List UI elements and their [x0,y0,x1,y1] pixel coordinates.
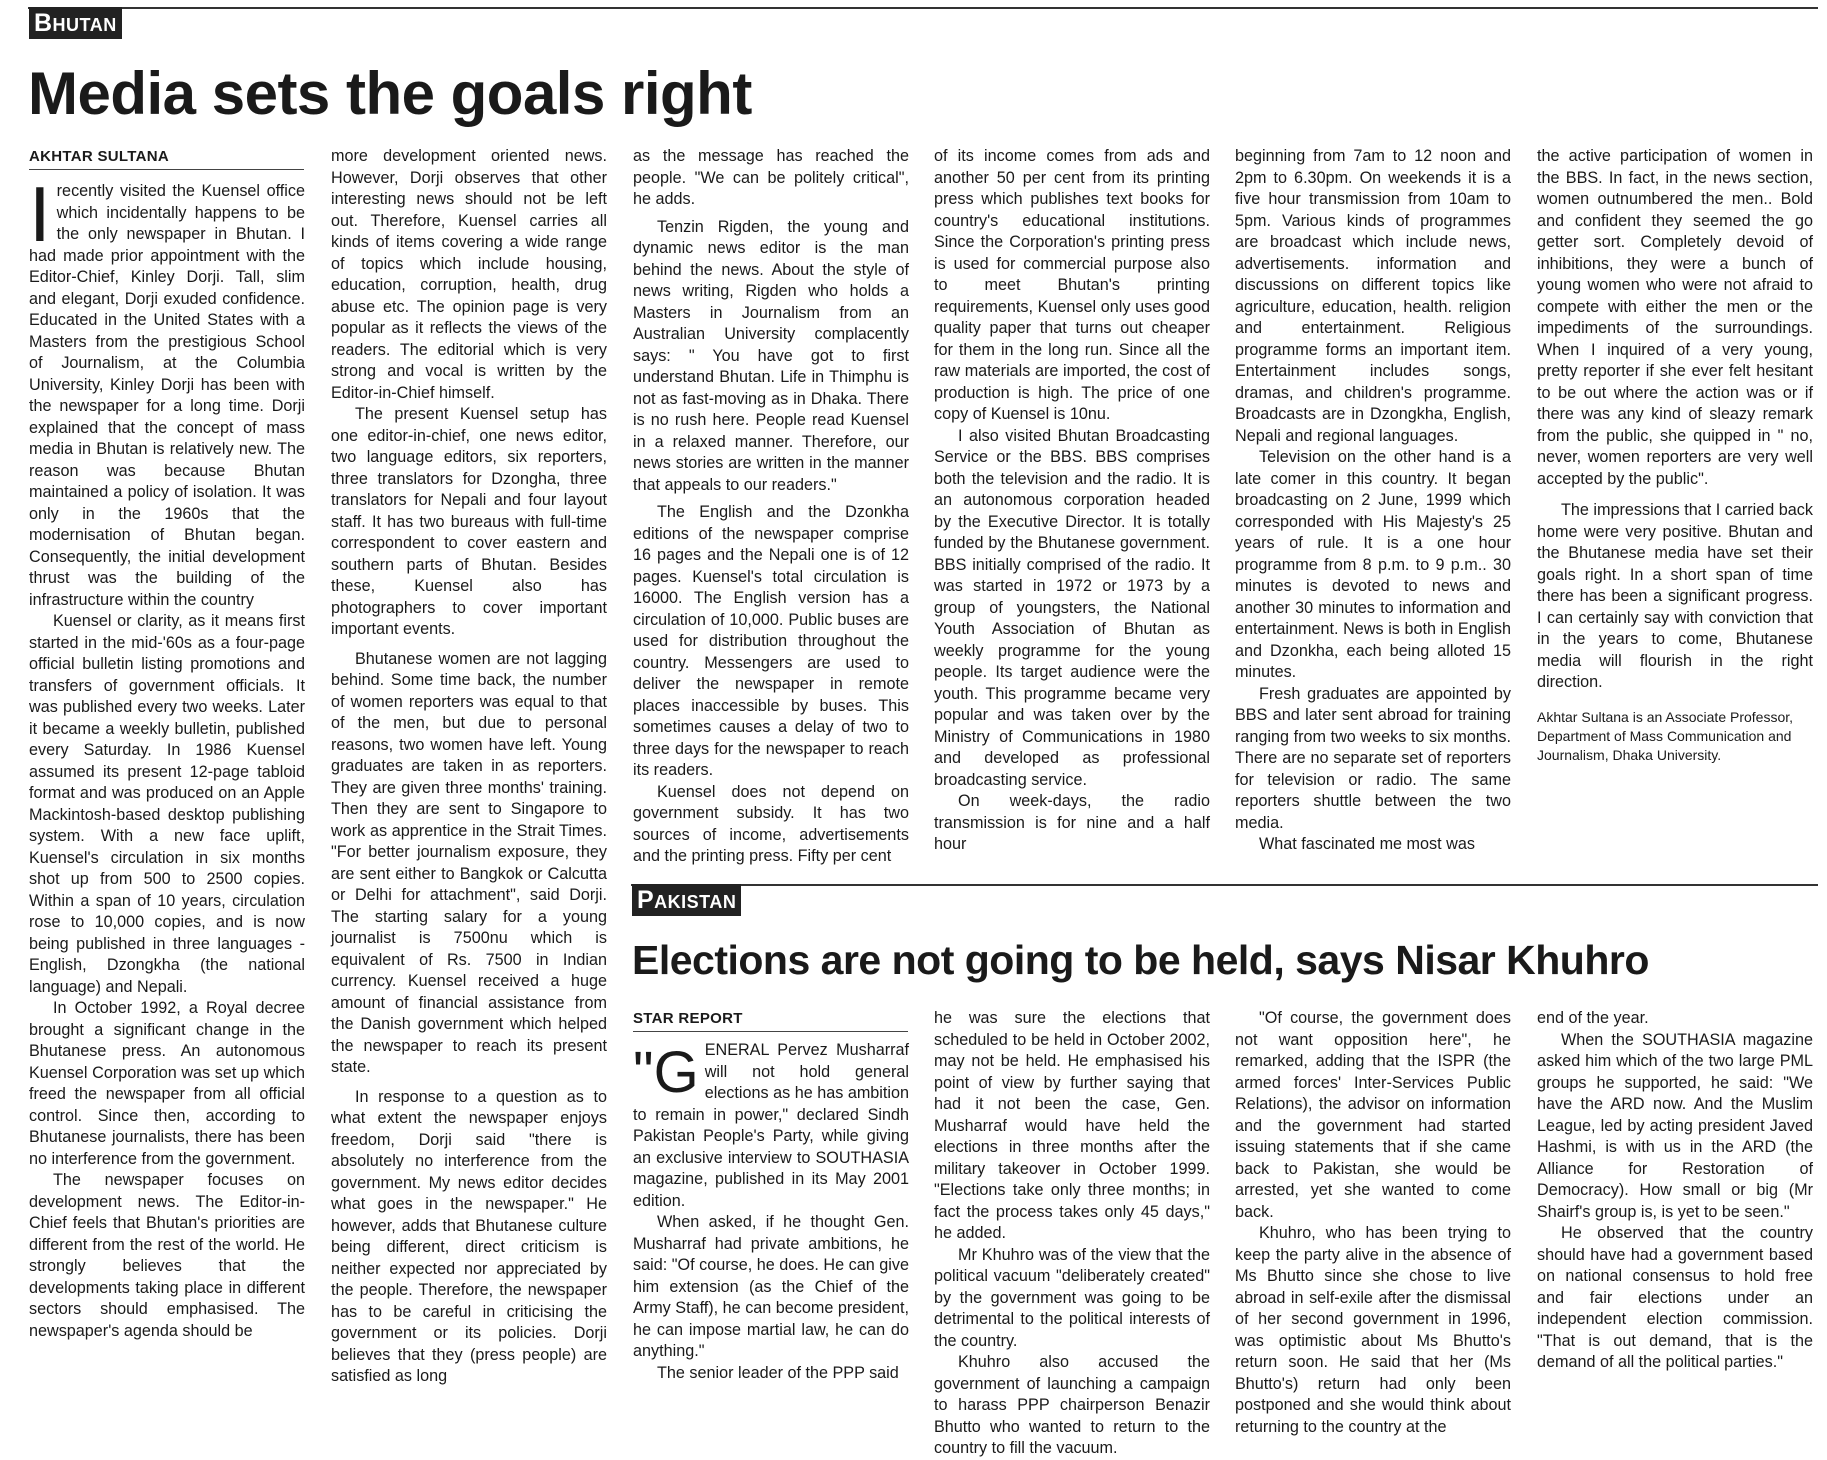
paragraph: Fresh graduates are appointed by BBS and later sent abroad for training ranging from two weeks to six months. There are no separate set of reporters for television or radio. The same reporters shuttle between the two media. [1235,684,1511,832]
article-bhutan-col-5 [1235,146,1511,870]
headline-pakistan: Elections are not going to be held, says Nisar Khuhro [632,937,1649,983]
article-bhutan-col-3 [633,146,909,870]
article-bhutan-col-6 [1537,146,1813,786]
article-bhutan-col-4 [934,146,1210,870]
paragraph: The senior leader of the PPP said [657,1363,899,1382]
paragraph: Mr Khuhro was of the view that the political vacuum "deliberately created" by the government was going to be detrimental to the political interests of the country. [934,1245,1210,1350]
top-rule [28,7,1818,9]
paragraph: Television on the other hand is a late comer in this country. It began broadcasting on 2 June, 1999 which corresponded with His Majesty's 25 years of rule. It is a one hour programme from 8 p.m. to 9 p.m.. 30 minutes is devoted to news and another 30 minutes to information and entertainment. News is both in English and Dzonkha, each being alloted 15 minutes. [1235,448,1511,681]
paragraph: Tenzin Rigden, the young and dynamic news editor is the man behind the news. About the style of news writing, Rigden who holds a Masters in Journalism from an Australian University complacently says: " You have got to first understand Bhutan. Life in Thimphu is not as fast-moving as in Dhaka. There is no rush here. People read Kuensel in a relaxed manner. Therefore, our news stories are written in the manner that appeals to our readers." [633,217,909,494]
paragraph: beginning from 7am to 12 noon and 2pm to 6.30pm. On weekends it is a five hour transmission from 10am to 5pm. Various kinds of programmes are broadcast which include news, advertisements. information and discussions on different topics like agriculture, education, health. religion and entertainment. Religious programme forms an important item. Entertainment includes songs, dramas, and children's programme. Broadcasts are in Dzongkha, English, Nepali and regional languages. [1235,147,1511,445]
paragraph: In October 1992, a Royal decree brought a significant change in the Bhutanese press. An autonomous Kuensel Corporation was set up which freed the newspaper from all official control. Since then, according to Bhutanese journalists, there has been no interference from the government. [29,999,305,1168]
paragraph: the active participation of women in the BBS. In fact, in the news section, women outnumbered the men.. Bold and confident they seemed the go getter sort. Completely devoid of inhibitions, they were a bunch of young women who were not afraid to compete with either the men or the impediments of the surroundings. When I inquired of a very young, pretty reporter if she ever felt hesitant to be out where the action was or if there was any kind of sleazy remark from the public, she quipped in " no, never, women reporters are very well accepted by the public". [1537,147,1813,488]
paragraph: In response to a question as to what extent the newspaper enjoys freedom, Dorji said "there is absolutely no interference from the government. My news editor decides what goes in the newspaper." He however, adds that Bhutanese culture being different, direct criticism is neither expected nor appreciated by the people. Therefore, the newspaper has to be careful in criticising the government or its policies. Dorji believes that they (press people) are satisfied as long [331,1087,607,1385]
paragraph: Kuensel does not depend on government subsidy. It has two sources of income, advertisements and the printing press. Fifty per cent [633,782,909,865]
article-pakistan-col-2 [934,1008,1210,1457]
paragraph: What fascinated me most was [1259,835,1475,853]
paragraph: of its income comes from ads and another 50 per cent from its printing press which publishes text books for country's educational institutions. Since the Corporation's printing press is used for commercial purpose also to meet Bhutan's printing requirements, Kuensel only uses good quality paper that turns out cheaper for them in the long run. Since all the raw materials are imported, the cost of production is high. The price of one copy of Kuensel is 10nu. [934,147,1210,423]
paragraph: When asked, if he thought Gen. Musharraf had private ambitions, he said: "Of course, he does. He can give him extension (as the Chief of the Army Staff), he can become president, he can impose martial law, he can do anything." [633,1213,909,1360]
headline-bhutan: Media sets the goals right [28,60,752,127]
paragraph: On week-days, the radio transmission is for nine and a half hour [934,792,1210,853]
article-bhutan-col-2 [331,146,607,1397]
dropcap: "G [633,1040,699,1105]
author-note: Akhtar Sultana is an Associate Professor, Department of Mass Communication and Journalism, Dhaka University. [1537,708,1794,763]
paragraph: Khuhro also accused the government of launching a campaign to harass PPP chairperson Benazir Bhutto who wanted to return to the country to fill the vacuum. [934,1353,1210,1457]
section-tag-bhutan: Bhutan [29,7,122,39]
dropcap: I [29,170,51,258]
paragraph: When the SOUTHASIA magazine asked him which of the two large PML groups he supported, he said: "We have the ARD now. And the Muslim League, led by acting president Javed Hashmi, is with us in the ARD (the Alliance for Restoration of Democracy). How small or big (Mr Shairf's group is, is yet to be seen." [1537,1030,1813,1221]
paragraph: The present Kuensel setup has one editor-in-chief, one news editor, two language editors, six reporters, three translators for Dzongha, three translators for Nepali and four layout staff. It has two bureaus with full-time correspondent to cover eastern and southern parts of Bhutan. Besides these, Kuensel also has photographers to cover important important events. [331,405,607,638]
paragraph: The English and the Dzonkha editions of the newspaper comprise 16 pages and the Nepali one is of 12 pages. Kuensel's total circulation is 16000. The English version has a circulation of 10,000. Public buses are used for distribution throughout the country. Messengers are used to deliver the newspaper in remote places inaccessible by buses. This sometimes causes a delay of two to three days for the newspaper to reach its readers. [633,503,909,779]
paragraph: he was sure the elections that scheduled to be held in October 2002, may not be held. He emphasised his point of view by further saying that had it not been the case, Gen. Musharraf would have held the elections in three months after the military takeover in October 1999. "Elections take only three months; in fact the process takes only 45 days," he added. [934,1009,1210,1242]
paragraph: "Of course, the government does not want opposition here", he remarked, adding that the ISPR (the armed forces' Inter-Services Public Relations), the advisor on information and the government had started issuing statements that if she came back to Pakistan, she would be arrested, yet she wanted to come back. [1235,1009,1511,1221]
section-divider [631,884,1818,886]
paragraph: more development oriented news. However, Dorji observes that other interesting news should not be left out. Therefore, Kuensel carries all kinds of items covering a wide range of topics which include housing, education, corruption, health, drug abuse etc. The opinion page is very popular as it reflects the views of the readers. The editorial which is very strong and vocal is written by the Editor-in-Chief himself. [331,147,607,402]
paragraph: recently visited the Kuensel office which incidentally happens to be the only newspaper in Bhutan. I had made prior appointment with the Editor-Chief, Kinley Dorji. Tall, slim and elegant, Dorji exuded confidence. Educated in the United States with a Masters from the prestigious School of Journalism, at the Columbia University, Kinley Dorji has been with the newspaper for a long time. Dorji explained that the concept of mass media in Bhutan is relatively new. The reason was because Bhutan maintained a policy of isolation. It was only in the 1960s that the modernisation of Bhutan began. Consequently, the initial development thrust was the building of the infrastructure within the country [29,182,305,609]
paragraph: Kuensel or clarity, as it means first started in the mid-'60s as a four-page official bulletin listing promotions and transfers of government officials. It was published every two weeks. Later it became a weekly bulletin, published every Saturday. In 1986 Kuensel assumed its present 12-page tabloid format and was produced on an Apple Mackintosh-based desktop publishing system. With a new face uplift, Kuensel's circulation in six months shot up from 500 to 2500 copies. Within a span of 10 years, circulation rose to 10,000 copies, and is now being published in three languages - English, Dzongkha (the national language) and Nepali. [29,612,305,996]
paragraph: Bhutanese women are not lagging behind. Some time back, the number of women reporters was equal to that of the men, but due to personal reasons, two women have left. Young graduates are taken in as reporters. They are given three months' training. Then they are sent to Singapore to work as apprentice in the Strait Times. "For better journalism exposure, they are sent either to Bangkok or Calcutta or Delhi for attachment", said Dorji. The starting salary for a young journalist is 7500nu which is equivalent of Rs. 7500 in Indian currency. Kuensel received a huge amount of financial assistance from the Danish government which helped the newspaper to reach its present state. [331,649,607,1076]
paragraph: The newspaper focuses on development news. The Editor-in-Chief feels that Bhutan's priorities are different from the rest of the world. He strongly believes that the developments taking place in different sectors should emphasised. The newspaper's agenda should be [29,1171,305,1340]
article-pakistan-col-1 [633,1040,909,1397]
byline-bhutan: AKHTAR SULTANA [29,148,304,170]
section-tag-pakistan: Pakistan [632,884,741,916]
paragraph: He observed that the country should have had a government based on national consensus to hold free and fair elections under an independent election commission. "That is out demand, that is the demand of all the political parties." [1537,1224,1813,1371]
paragraph: Khuhro, who has been trying to keep the party alive in the absence of Ms Bhutto since she chose to live abroad in self-exile after the dismissal of her second government in 1996, was optimistic about Ms Bhutto's return soon. He said that her (Ms Bhutto's) return had only been postponed and she would think about returning to the country at the [1235,1224,1511,1436]
paragraph: ENERAL Pervez Musharraf will not hold general elections as he has ambition to remain in power," declared Sindh Pakistan People's Party, while giving an exclusive interview to SOUTHASIA magazine, published in its May 2001 edition. [633,1041,909,1210]
article-pakistan-col-3 [1235,1008,1511,1436]
paragraph: The impressions that I carried back home were very positive. Bhutan and the Bhutanese media have set their goals right. In a short span of time there has been a significant progress. I can certainly say with conviction that in the years to come, Bhutanese media will flourish in the right direction. [1537,501,1813,691]
article-bhutan-col-1 [29,170,305,1397]
paragraph: as the message has reached the people. "We can be politely critical", he adds. [633,147,909,208]
paragraph: I also visited Bhutan Broadcasting Service or the BBS. BBS comprises both the television and the radio. It is an autonomous corporation headed by the Executive Director. It is totally funded by the Bhutanese government. BBS initially comprised of the radio. It was started in 1972 or 1973 by a group of youngsters, the National Youth Association of Bhutan as weekly programme for the young people. Its target audience were the youth. This programme became very popular and was taken over by the Ministry of Communications in 1980 and developed as professional broadcasting service. [934,426,1210,789]
article-pakistan-col-4 [1537,1008,1813,1397]
paragraph: end of the year. [1537,1009,1649,1027]
byline-pakistan: STAR REPORT [633,1010,908,1032]
